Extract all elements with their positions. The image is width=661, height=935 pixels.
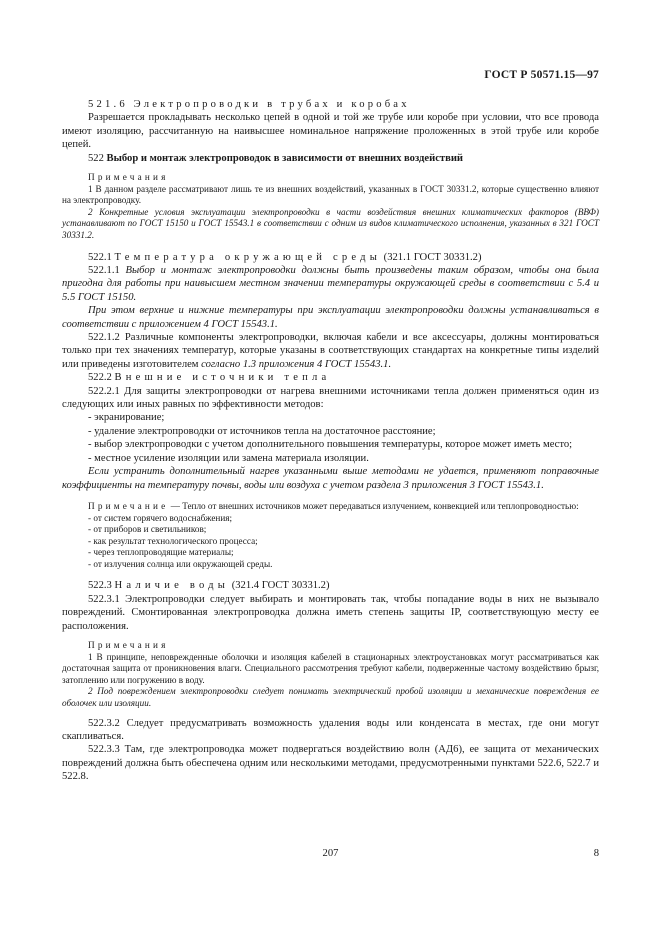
list-item: - местное усиление изоляции или замена материала изоляции. <box>88 452 369 464</box>
document-number: ГОСТ Р 50571.15—97 <box>484 69 599 81</box>
section-number: 522.2 <box>88 372 115 384</box>
page-number: 207 <box>322 848 339 859</box>
page-content <box>62 98 599 784</box>
clause-number: 522.1.1 <box>88 265 126 276</box>
section-number: 522.3 <box>88 580 115 592</box>
notes-heading: Примечания <box>88 640 169 651</box>
paragraph: 522.3.2 Следует предусматривать возможность удаления воды или конденсата в местах, где они могут скапливаться. <box>62 717 599 743</box>
sheet-number: 8 <box>593 848 599 859</box>
paragraph <box>62 331 599 371</box>
paragraph: При этом верхние и нижние температуры при эксплуатации электропроводки должны устанавливаться в соответствии с приложением 4 ГОСТ 15543.1. <box>62 305 599 330</box>
list-item: - через теплопроводящие материалы; <box>88 547 234 558</box>
list-item: - от систем горячего водоснабжения; <box>88 512 233 523</box>
note-item: 2 Конкретные условия эксплуатации электропроводки в части воздействия внешних климатических факторов (ВВФ) устанавливают по ГОСТ 15150 и ГОСТ 15543.1 в соответствии с одним из видов климатического исполнения, указанных в 321 ГОСТ 30331.2. <box>62 206 599 240</box>
clause-reference: согласно 1.3 приложения 4 ГОСТ 15543.1. <box>201 358 392 370</box>
section-heading-521-6: 521.6 Электропроводки в трубах и коробах <box>88 99 410 110</box>
section-number: 522 <box>88 152 107 164</box>
note-item: 1 В данном разделе рассматривают лишь те из внешних воздействий, указанных в ГОСТ 30331.2, которые существенно влияют на электропроводку. <box>62 183 599 206</box>
paragraph: 522.3.3 Там, где электропроводка может подвергаться воздействию волн (АД6), ее защита от механических повреждений должна быть обеспечена одним или несколькими методами, предусмотренными пунктами 522.6, 522.7 и 522.8. <box>62 744 599 783</box>
clause-text: 522.1.2 Различные компоненты электропроводки, включая кабели и все аксессуары, должны монтироваться только при тех значениях температур, которые указаны в соответствующих стандартах на конкретные типы изделий или приведены изготовителем <box>62 332 599 370</box>
note <box>62 501 599 513</box>
note-item: 2 Под повреждением электропроводки следует понимать электрический пробой изоляции и механические повреждения ее оболочек или изоляции. <box>62 686 599 709</box>
section-heading-522 <box>62 152 599 165</box>
section-title: Наличие воды <box>114 580 230 592</box>
section-title: Температура окружающей среды <box>114 251 382 263</box>
section-title: Внешние источники тепла <box>114 372 331 384</box>
section-number: 522.1 <box>88 251 115 263</box>
section-reference: (321.4 ГОСТ 30331.2) <box>229 580 330 592</box>
list-item: - удаление электропроводки от источников тепла на достаточное расстояние; <box>88 425 436 437</box>
list-item: - от излучения солнца или окружающей среды. <box>88 558 273 569</box>
paragraph: Разрешается прокладывать несколько цепей в одной и той же трубе или коробе при условии, что все провода имеют изоляцию, рассчитанную на наивысшее номинальное напряжение проложенных в этой трубе или коробе цепей. <box>62 112 599 151</box>
note-text: — Тепло от внешних источников может передаваться излучением, конвекцией или теплопроводностью: <box>168 500 579 511</box>
paragraph: Если устранить дополнительный нагрев указанными выше методами не удается, применяют поправочные коэффициенты на температуру почвы, воды или воздуха с учетом раздела 3 приложения 3 ГОСТ 15543.1. <box>62 466 599 491</box>
note-label: Примечание <box>88 500 169 511</box>
section-heading-522-3 <box>62 579 599 592</box>
section-heading-522-1 <box>62 251 599 264</box>
paragraph <box>62 264 599 304</box>
list-item: - как результат технологического процесса; <box>88 535 258 546</box>
paragraph: 522.3.1 Электропроводки следует выбирать и монтировать так, чтобы попадание воды в них не вызывало повреждений. Смонтированная электропроводка должна иметь степень защиты IP, соответствующую месту ее расположения. <box>62 593 599 632</box>
note-item: 1 В принципе, неповрежденные оболочки и изоляция кабелей в стационарных электроустановках могут рассматриваться как достаточная защита от проникновения влаги. Специального рассмотрения требуют кабели, подверженные частому воздействию брызг, затоплению или погружению в воду. <box>62 651 599 685</box>
clause-text: Выбор и монтаж электропроводки должны быть произведены таким образом, чтобы она была пригодна для работы при наивысшем местном значении температуры окружающей среды в соответствии с 5.4 и 5.5 ГОСТ 15150. <box>62 265 599 303</box>
list-item: - экранирование; <box>88 412 165 424</box>
list-item: - выбор электропроводки с учетом дополнительного повышения температуры, которое может иметь место; <box>88 439 573 451</box>
section-heading-522-2 <box>62 371 599 384</box>
section-reference: (321.1 ГОСТ 30331.2) <box>381 251 482 263</box>
notes-heading: Примечания <box>88 172 169 183</box>
list-item: - от приборов и светильников; <box>88 524 207 535</box>
paragraph: 522.2.1 Для защиты электропроводки от нагрева внешними источниками тепла должен применяться один из следующих или иных равных по эффективности методов: <box>62 385 599 411</box>
section-title: Выбор и монтаж электропроводок в зависимости от внешних воздействий <box>106 152 464 164</box>
